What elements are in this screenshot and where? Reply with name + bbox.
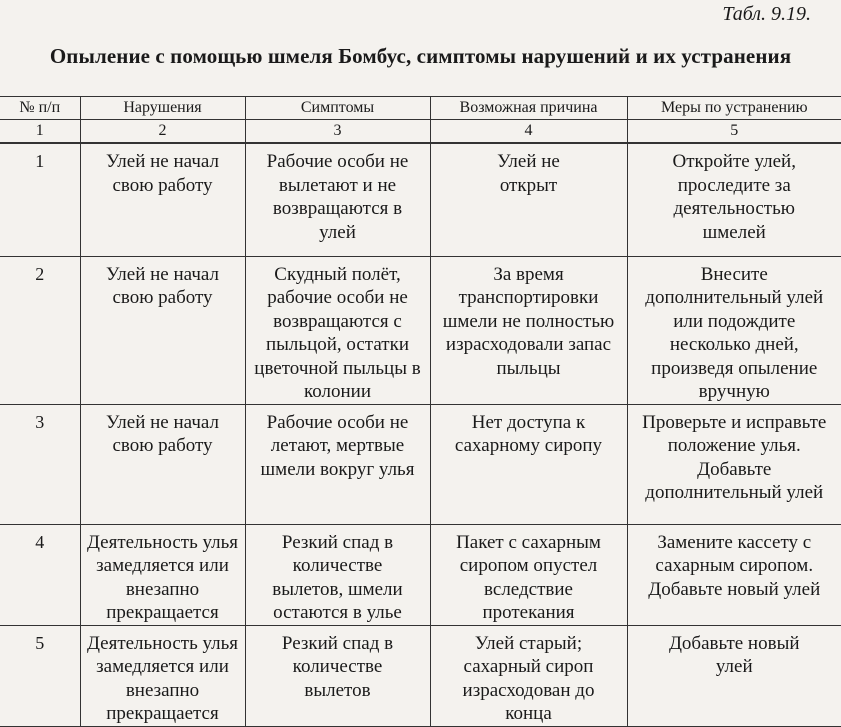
violation-cell — [80, 404, 245, 524]
remedy-cell — [627, 404, 841, 524]
cause-text: Улей не открыт — [431, 150, 627, 197]
remedy-text: Откройте улей, проследите за деятельностью шмелей — [628, 150, 841, 244]
remedy-text: Внесите дополнительный улей или подождите несколько дней, произведя опыление вручную — [628, 263, 841, 404]
header-num: № п/п — [0, 97, 80, 120]
cause-text: За время транспортировки шмели не полностью израсходовали запас пыльцы — [431, 263, 627, 381]
symptoms-cell — [245, 524, 430, 625]
table-row — [0, 524, 841, 625]
symptoms-text: Рабочие особи не летают, мертвые шмели вокруг улья — [246, 411, 430, 482]
column-number: 3 — [245, 120, 430, 144]
column-number: 1 — [0, 120, 80, 144]
header-row — [0, 97, 841, 120]
symptoms-cell — [245, 256, 430, 404]
column-number-row — [0, 120, 841, 144]
table-row — [0, 625, 841, 726]
cause-text: Пакет с сахарным сиропом опустел вследствие протекания — [431, 531, 627, 625]
violation-text: Деятельность улья замедляется или внезапно прекращается — [81, 632, 245, 726]
table-title: Опыление с помощью шмеля Бомбус, симптомы нарушений и их устранения — [0, 44, 841, 69]
symptoms-text: Рабочие особи не вылетают и не возвращаются в улей — [246, 150, 430, 244]
remedy-cell — [627, 143, 841, 256]
symptoms-cell — [245, 404, 430, 524]
row-number: 1 — [0, 143, 80, 256]
violation-cell — [80, 524, 245, 625]
header-violation: Нарушения — [80, 97, 245, 120]
cause-text: Нет доступа к сахарному сиропу — [431, 411, 627, 458]
table-row — [0, 404, 841, 524]
remedy-text: Добавьте новый улей — [628, 632, 841, 679]
column-number: 2 — [80, 120, 245, 144]
violation-text: Улей не начал свою работу — [81, 411, 245, 458]
remedy-text: Проверьте и исправьте положение улья. Добавьте дополнительный улей — [628, 411, 841, 505]
cause-cell — [430, 404, 627, 524]
row-number: 3 — [0, 404, 80, 524]
column-number: 5 — [627, 120, 841, 144]
cause-cell — [430, 524, 627, 625]
header-remedy: Меры по устранению — [627, 97, 841, 120]
cause-cell — [430, 143, 627, 256]
remedy-text: Замените кассету с сахарным сиропом. Добавьте новый улей — [628, 531, 841, 602]
row-number: 4 — [0, 524, 80, 625]
row-number: 5 — [0, 625, 80, 726]
violation-text: Деятельность улья замедляется или внезапно прекращается — [81, 531, 245, 625]
cause-text: Улей старый; сахарный сироп израсходован до конца — [431, 632, 627, 726]
violation-cell — [80, 625, 245, 726]
symptoms-cell — [245, 143, 430, 256]
symptoms-cell — [245, 625, 430, 726]
symptoms-text: Резкий спад в количестве вылетов — [246, 632, 430, 703]
violation-text: Улей не начал свою работу — [81, 150, 245, 197]
symptoms-text: Резкий спад в количестве вылетов, шмели остаются в улье — [246, 531, 430, 625]
column-number: 4 — [430, 120, 627, 144]
table-number-label: Табл. 9.19. — [722, 3, 811, 26]
header-symptoms: Симптомы — [245, 97, 430, 120]
cause-cell — [430, 625, 627, 726]
violation-cell — [80, 143, 245, 256]
pollination-table — [0, 96, 841, 727]
remedy-cell — [627, 524, 841, 625]
symptoms-text: Скудный полёт, рабочие особи не возвращаются с пыльцой, остатки цветочной пыльцы в колонии — [246, 263, 430, 404]
header-cause: Возможная причина — [430, 97, 627, 120]
remedy-cell — [627, 625, 841, 726]
violation-cell — [80, 256, 245, 404]
table-row — [0, 143, 841, 256]
cause-cell — [430, 256, 627, 404]
violation-text: Улей не начал свою работу — [81, 263, 245, 310]
remedy-cell — [627, 256, 841, 404]
table-row — [0, 256, 841, 404]
row-number: 2 — [0, 256, 80, 404]
